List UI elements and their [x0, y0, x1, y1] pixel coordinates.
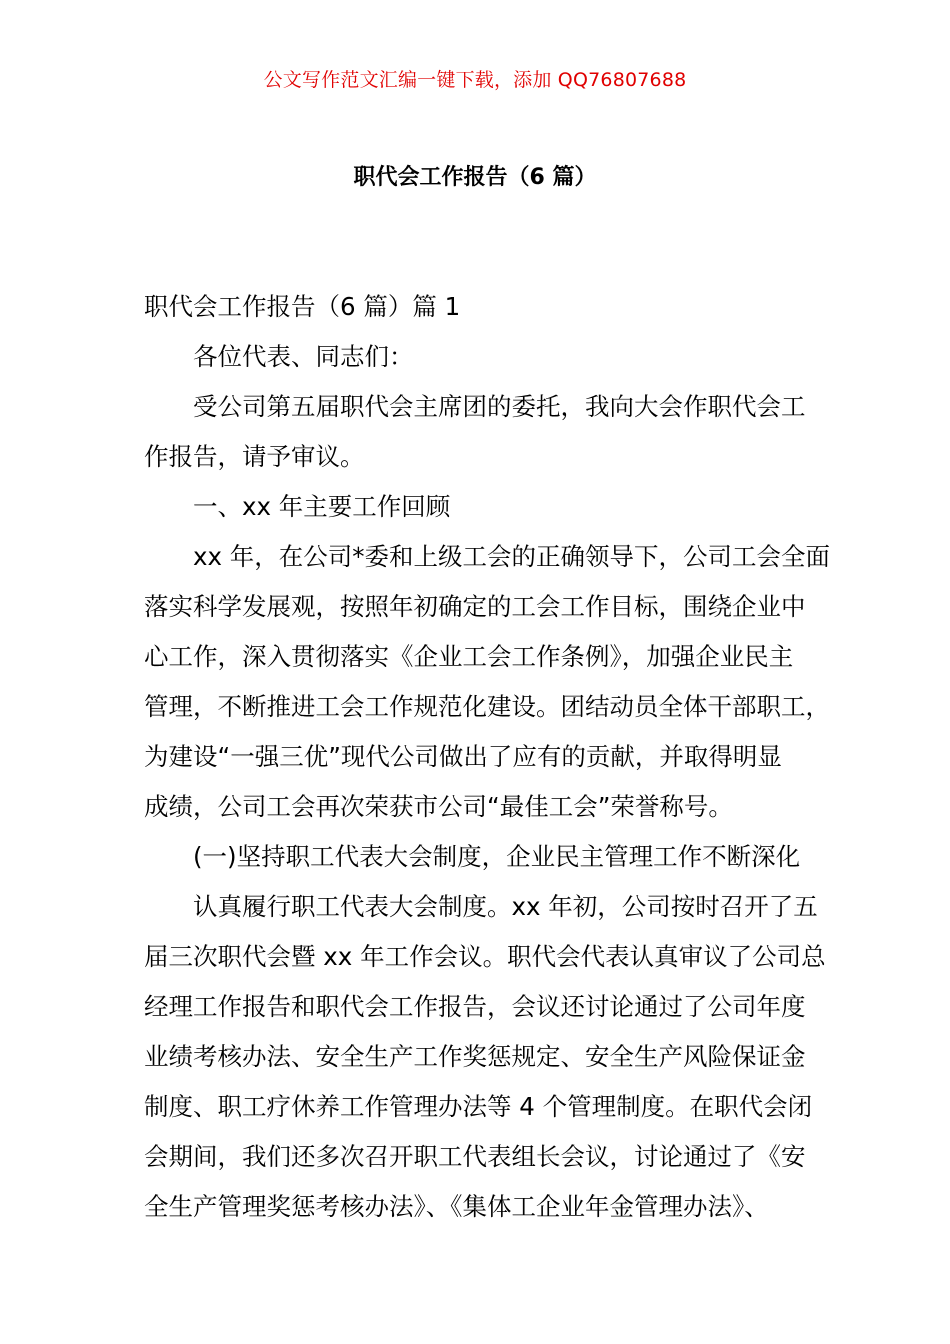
document-body	[144, 282, 831, 1232]
paragraph-line: 制度、职工疗休养工作管理办法等 4 个管理制度。在职代会闭	[144, 1092, 813, 1121]
section-heading: 一、xx 年主要工作回顾	[193, 492, 451, 521]
paragraph-line: 职代会工作报告（6 篇）篇 1	[144, 292, 461, 321]
paragraph-line: 会期间，我们还多次召开职工代表组长会议，讨论通过了《安	[144, 1142, 806, 1171]
paragraph-line: 心工作，深入贯彻落实《企业工会工作条例》，加强企业民主	[144, 642, 794, 671]
paragraph-line: 业绩考核办法、安全生产工作奖惩规定、安全生产风险保证金	[144, 1042, 806, 1071]
paragraph-line: 管理，不断推进工会工作规范化建设。团结动员全体干部职工，	[144, 692, 830, 721]
paragraph-line: 作报告，请予审议。	[144, 442, 365, 471]
download-notice: 公文写作范文汇编一键下载，添加 QQ76807688	[263, 69, 687, 91]
paragraph-line: 受公司第五届职代会主席团的委托，我向大会作职代会工	[193, 392, 806, 421]
paragraph-line: 全生产管理奖惩考核办法》、《集体工企业年金管理办法》、	[144, 1192, 769, 1221]
paragraph-line: 各位代表、同志们：	[193, 342, 414, 371]
subsection-heading: (一)坚持职工代表大会制度，企业民主管理工作不断深化	[193, 842, 801, 871]
document-title: 职代会工作报告（6 篇）	[353, 165, 597, 190]
paragraph-line: xx 年，在公司*委和上级工会的正确领导下，公司工会全面	[193, 542, 831, 571]
paragraph-line: 经理工作报告和职代会工作报告，会议还讨论通过了公司年度	[144, 992, 806, 1021]
paragraph-line: 为建设“一强三优”现代公司做出了应有的贡献，并取得明显	[144, 742, 782, 771]
paragraph-line: 落实科学发展观，按照年初确定的工会工作目标，围绕企业中	[144, 592, 806, 621]
paragraph-line: 成绩，公司工会再次荣获市公司“最佳工会”荣誉称号。	[144, 792, 733, 821]
paragraph-line: 认真履行职工代表大会制度。xx 年初，公司按时召开了五	[193, 892, 818, 921]
paragraph-line: 届三次职代会暨 xx 年工作会议。职代会代表认真审议了公司总	[144, 942, 826, 971]
